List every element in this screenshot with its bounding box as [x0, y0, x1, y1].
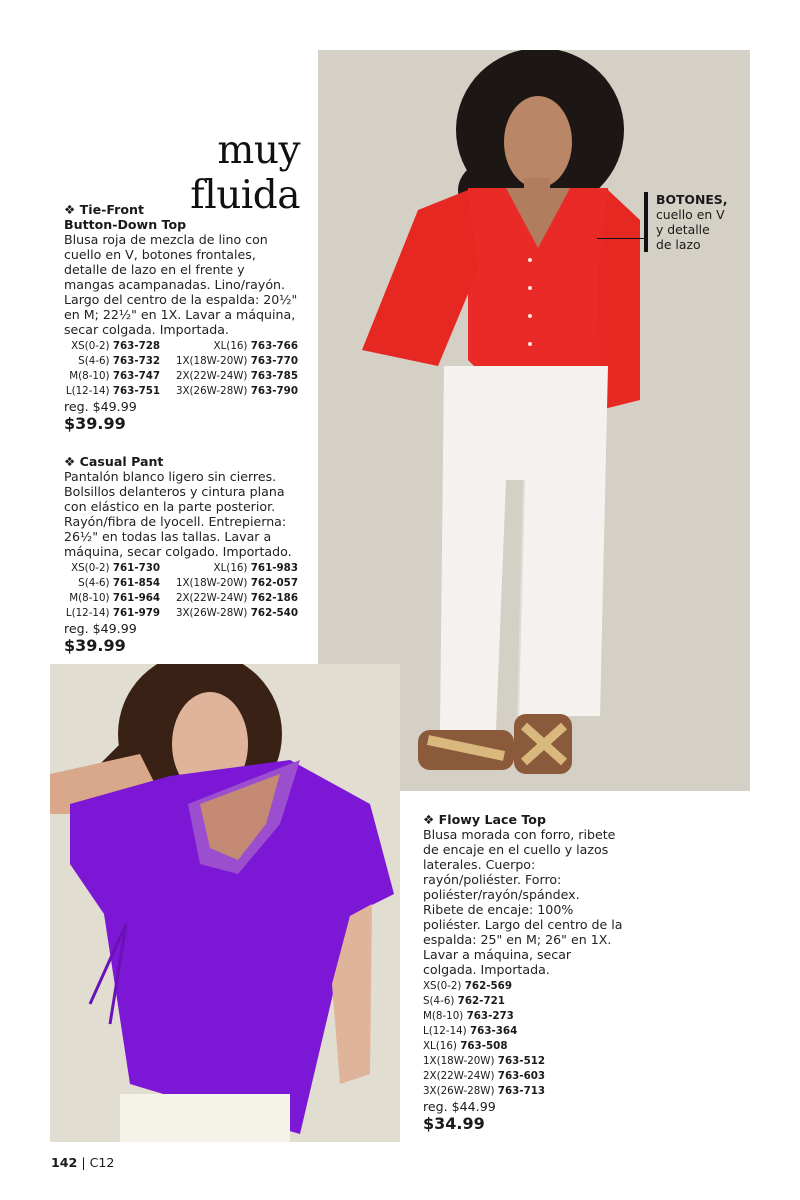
callout-title: BOTONES, — [656, 192, 728, 207]
size-item: 2X(22W-24W) 763-603 — [423, 1070, 546, 1082]
size-item: 3X(26W-28W) 763-713 — [423, 1085, 546, 1097]
size-item: 1X(18W-20W) 763-770 — [175, 355, 298, 367]
size-item: S(4-6) 763-732 — [78, 355, 161, 367]
size-item: S(4-6) 761-854 — [78, 577, 161, 589]
size-list — [64, 339, 298, 399]
size-item: 1X(18W-20W) 763-512 — [423, 1055, 546, 1067]
size-item: 2X(22W-24W) 763-785 — [175, 370, 298, 382]
callout-line: de lazo — [656, 237, 701, 252]
sale-price: $34.99 — [423, 1114, 485, 1133]
callout-line: cuello en V — [656, 207, 725, 222]
size-item: XL(16) 763-766 — [213, 340, 298, 352]
product-description: Pantalón blanco ligero sin cierres. Bolsillos delanteros y cintura plana con elástico en la parte posterior. Rayón/fibra de lyocell. Entrepierna: 26½" en todas las tallas. Lavar a máquina, secar colgado. Importado. — [64, 469, 292, 559]
size-item: 2X(22W-24W) 762-186 — [175, 592, 298, 604]
size-item: L(12-14) 763-751 — [65, 385, 161, 397]
size-item: XS(0-2) 762-569 — [423, 980, 512, 992]
regular-price: reg. $49.99 — [64, 621, 137, 636]
regular-price: reg. $49.99 — [64, 399, 137, 414]
product-name: ❖ Flowy Lace Top — [423, 812, 546, 827]
sale-price: $39.99 — [64, 636, 126, 655]
size-item: 3X(26W-28W) 762-540 — [175, 607, 298, 619]
headline: muy fluida — [190, 128, 300, 218]
size-item: L(12-14) 761-979 — [65, 607, 161, 619]
size-item: L(12-14) 763-364 — [423, 1025, 518, 1037]
callout-line: y detalle — [656, 222, 710, 237]
catalog-code: C12 — [89, 1155, 115, 1170]
product-description: Blusa morada con forro, ribete de encaje en el cuello y lazos laterales. Cuerpo: rayón/poliéster. Forro: poliéster/rayón/spándex. Ribete de encaje: 100% poliéster. Largo del centro de la espalda: 25" en M; 26" en 1X. Lavar a máquina, secar colgada. Importada. — [423, 827, 623, 977]
sale-price: $39.99 — [64, 414, 126, 433]
size-item: XL(16) 761-983 — [213, 562, 298, 574]
page-number: 142 — [51, 1155, 78, 1170]
product-name-line2: Button-Down Top — [64, 217, 187, 232]
size-list — [423, 979, 623, 1099]
regular-price: reg. $44.99 — [423, 1099, 496, 1114]
product-casual-pant — [64, 454, 298, 653]
product-name: ❖ Tie-Front — [64, 202, 144, 217]
photo-purple-top-model — [50, 664, 400, 1142]
product-tie-front-top — [64, 202, 298, 431]
size-item: M(8-10) 763-273 — [423, 1010, 514, 1022]
size-item: XS(0-2) 761-730 — [71, 562, 161, 574]
footer-separator: | — [81, 1155, 86, 1170]
size-item: 1X(18W-20W) 762-057 — [175, 577, 298, 589]
size-list — [64, 561, 298, 621]
size-item: 3X(26W-28W) 763-790 — [175, 385, 298, 397]
product-description: Blusa roja de mezcla de lino con cuello en V, botones frontales, detalle de lazo en el frente y mangas acampanadas. Lino/rayón. Largo del centro de la espalda: 20½" en M; 22½" en 1X. Lavar a máquina, secar colgada. Importada. — [64, 232, 298, 337]
page-footer — [51, 1155, 114, 1170]
callout-pointer-line — [597, 238, 644, 239]
size-item: M(8-10) 761-964 — [69, 592, 161, 604]
product-flowy-lace-top — [423, 812, 623, 1131]
size-item: XL(16) 763-508 — [423, 1040, 508, 1052]
size-item: M(8-10) 763-747 — [69, 370, 161, 382]
size-item: XS(0-2) 763-728 — [71, 340, 161, 352]
size-item: S(4-6) 762-721 — [423, 995, 505, 1007]
feature-callout — [644, 192, 727, 252]
product-name: ❖ Casual Pant — [64, 454, 164, 469]
